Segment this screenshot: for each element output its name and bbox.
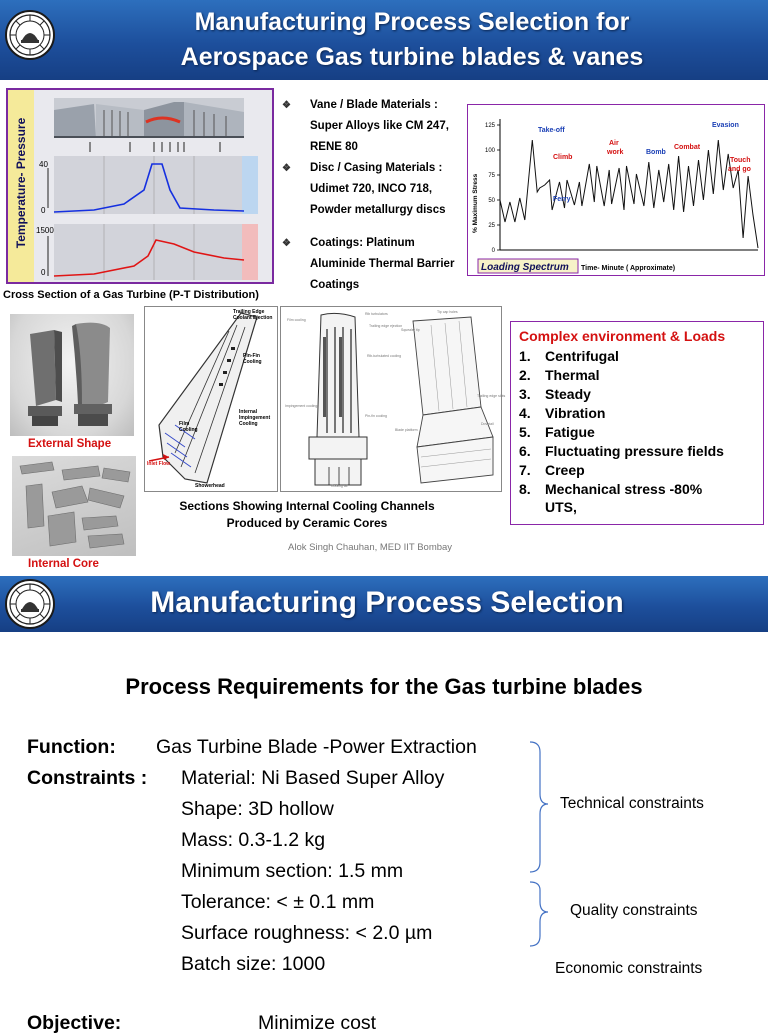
objective-value: Minimize cost xyxy=(258,1012,377,1034)
cooling-label-internal-impingement: Internal Impingement Cooling xyxy=(239,409,271,427)
iit-bombay-logo-icon xyxy=(5,579,55,629)
env-item-6: 6. Fluctuating pressure fields xyxy=(519,443,724,459)
slide2-title-banner xyxy=(0,576,768,632)
svg-text:Rib-turbulated cooling: Rib-turbulated cooling xyxy=(367,354,402,358)
chart-y-ticks xyxy=(485,123,500,254)
env-item-3: 3. Steady xyxy=(519,386,591,402)
cooling-label-film: Film Cooling xyxy=(179,421,198,433)
env-item-8: 8. Mechanical stress -80% xyxy=(519,481,703,497)
cooling-channels-diagram-left xyxy=(144,306,278,492)
chart-y-tick-0: 0 xyxy=(491,248,495,254)
slide1-title-banner xyxy=(0,0,768,80)
cooling-channels-diagram-right xyxy=(280,306,506,492)
annot-ferry: Ferry xyxy=(553,196,571,203)
pt-tick-temp-top: 1500 xyxy=(36,226,54,235)
cooling-caption-line1: Sections Showing Internal Cooling Channels xyxy=(179,499,435,513)
env-item-2: 2. Thermal xyxy=(519,367,600,383)
slide2-title: Manufacturing Process Selection xyxy=(150,586,624,619)
svg-text:Tip cap holes: Tip cap holes xyxy=(437,310,458,314)
constraint-surface-roughness: Surface roughness: < 2.0 µm xyxy=(181,922,433,944)
env-title: Complex environment & Loads xyxy=(519,328,726,344)
cooling-label-inlet: Inlet Flow xyxy=(147,461,171,467)
slide1-credit: Alok Singh Chauhan, MED IIT Bombay xyxy=(288,542,453,553)
constraints-label: Constraints : xyxy=(27,767,148,789)
objective-label: Objective: xyxy=(27,1012,122,1034)
constraint-mass: Mass: 0.3-1.2 kg xyxy=(181,829,326,851)
cooling-label-showerhead: Showerhead xyxy=(195,483,225,489)
chart-x-label: Time- Minute ( Approximate) xyxy=(581,265,676,272)
chart-y-tick-25: 25 xyxy=(488,223,495,229)
svg-text:Film cooling: Film cooling xyxy=(287,318,306,322)
complex-environment-box xyxy=(510,321,764,525)
annot-air-2: work xyxy=(607,149,624,156)
env-item-7: 7. Creep xyxy=(519,462,585,478)
materials-item-vane: ❖ Vane / Blade Materials : Super Alloys like CM 247, RENE 80 xyxy=(282,95,472,158)
pt-y-axis-label: Temperature- Pressure xyxy=(14,117,28,249)
pt-distribution-diagram xyxy=(6,88,274,284)
constraint-braces xyxy=(528,740,558,952)
pt-diagram-drawing xyxy=(34,90,272,282)
constraint-shape: Shape: 3D hollow xyxy=(181,798,334,820)
svg-text:Trailing edge ejection: Trailing edge ejection xyxy=(369,324,403,328)
constraint-tolerance: Tolerance: < ± 0.1 mm xyxy=(181,891,375,913)
env-item-4: 4. Vibration xyxy=(519,405,606,421)
bullet-diamond-icon: ❖ xyxy=(282,100,291,111)
env-item-8-continued: UTS, xyxy=(545,499,577,515)
external-shape-label: External Shape xyxy=(28,438,112,450)
svg-text:Impingement cooling: Impingement cooling xyxy=(285,404,318,408)
pt-diagram-caption: Cross Section of a Gas Turbine (P-T Distribution) xyxy=(3,289,259,301)
loading-spectrum-plot xyxy=(468,105,763,274)
annot-touch-2: and go xyxy=(728,166,751,173)
pt-tick-pressure-top: 40 xyxy=(39,160,48,169)
constraint-min-section: Minimum section: 1.5 mm xyxy=(181,860,404,882)
series-loading-spectrum xyxy=(500,140,758,248)
constraint-batch-size: Batch size: 1000 xyxy=(181,953,326,975)
env-item-5: 5. Fatigue xyxy=(519,424,595,440)
economic-constraints-label: Economic constraints xyxy=(555,960,703,977)
svg-text:Dovetail: Dovetail xyxy=(481,422,494,426)
chart-y-label: % Maximum Stress xyxy=(472,173,479,233)
cooling-label-trailing-edge: Trailing Edge Coolant Ejection xyxy=(233,309,273,321)
function-label: Function: xyxy=(27,736,116,758)
loading-spectrum-chart xyxy=(467,104,765,276)
slide1-title-line2: Aerospace Gas turbine blades & vanes xyxy=(180,43,644,71)
cooling-caption-line2: Produced by Ceramic Cores xyxy=(226,516,388,530)
internal-core-photo xyxy=(12,456,136,556)
materials-list xyxy=(282,95,472,296)
annot-bomb: Bomb xyxy=(646,149,666,156)
pt-tick-pressure-bottom: 0 xyxy=(41,206,46,215)
bullet-diamond-icon: ❖ xyxy=(282,163,291,174)
svg-text:Trailing edge slots: Trailing edge slots xyxy=(477,394,506,398)
cooling-label-pin-fin: Pin-Fin Cooling xyxy=(243,353,262,365)
internal-core-label: Internal Core xyxy=(28,558,99,570)
annot-air-1: Air xyxy=(609,140,619,147)
chart-y-tick-100: 100 xyxy=(484,148,495,154)
constraint-material: Material: Ni Based Super Alloy xyxy=(181,767,445,789)
external-shape-photo xyxy=(10,314,134,436)
materials-item-coatings: ❖ Coatings: Platinum Aluminide Thermal Barrier Coatings xyxy=(282,233,472,296)
svg-text:Rib turbulators: Rib turbulators xyxy=(365,312,388,316)
env-item-1: 1. Centrifugal xyxy=(519,348,619,364)
annot-climb: Climb xyxy=(553,154,573,161)
slide2-heading: Process Requirements for the Gas turbine blades xyxy=(125,674,643,699)
annot-touch-1: Touch xyxy=(730,157,751,164)
quality-constraints-label: Quality constraints xyxy=(570,902,698,919)
chart-legend-label: Loading Spectrum xyxy=(481,262,569,273)
annot-takeoff: Take-off xyxy=(538,127,565,134)
function-value: Gas Turbine Blade -Power Extraction xyxy=(156,736,477,758)
chart-y-tick-50: 50 xyxy=(488,198,495,204)
annot-evasion: Evasion xyxy=(712,122,739,129)
svg-text:Squealer tip: Squealer tip xyxy=(401,328,420,332)
svg-text:Blade platform: Blade platform xyxy=(395,428,418,432)
materials-item-disc: ❖ Disc / Casing Materials : Udimet 720, INCO 718, Powder metallurgy discs xyxy=(282,158,472,233)
pt-tick-temp-bottom: 0 xyxy=(41,268,46,277)
chart-y-tick-125: 125 xyxy=(484,123,495,129)
svg-text:Pin-fin cooling: Pin-fin cooling xyxy=(365,414,387,418)
turbine-cross-section xyxy=(54,98,244,138)
iit-bombay-logo-icon xyxy=(5,10,55,60)
svg-text:Cooling air: Cooling air xyxy=(331,484,348,488)
technical-constraints-label: Technical constraints xyxy=(560,795,704,812)
bullet-diamond-icon: ❖ xyxy=(282,238,291,249)
chart-y-tick-75: 75 xyxy=(488,173,495,179)
annot-combat: Combat xyxy=(674,144,701,151)
slide1-title-line1: Manufacturing Process Selection for xyxy=(194,8,630,36)
